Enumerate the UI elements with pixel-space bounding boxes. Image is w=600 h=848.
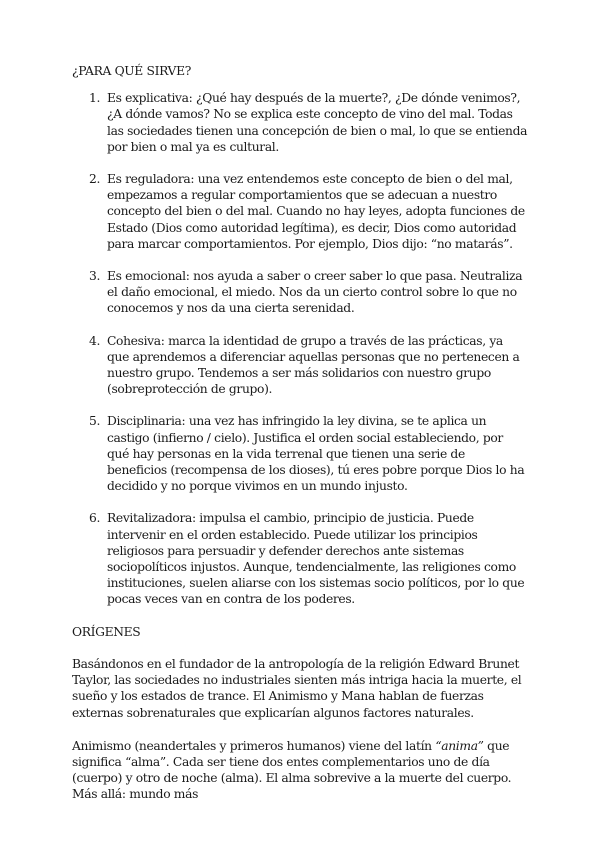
paragraph-text-after: que significa “alma”. Cada ser tiene dos entes complementarios uno de día (cuerpo) y otro de noche (alma). El alma sobrevive a la muerte del cuerpo. Más allá: mundo más: [72, 738, 512, 802]
list-item: [72, 333, 528, 398]
list-item-text: Es emocional: nos ayuda a saber o creer saber lo que pasa. Neutraliza el daño emocional, el miedo. Nos da un cierto control sobre lo que no conocemos y nos da una cierta serenidad.: [107, 269, 523, 316]
list-item-text: Revitalizadora: impulsa el cambio, principio de justicia. Puede intervenir en el orden establecido. Puede utilizar los principios religiosos para persuadir y defender derechos ante sistemas sociopolíticos injustos. Aunque, tendencialmente, las religiones como instituciones, suelen aliarse con los sistemas socio políticos, por lo que pocas veces van en contra de los poderes.: [107, 511, 525, 607]
list-item: [72, 90, 528, 155]
list-item-text: Es explicativa: ¿Qué hay después de la muerte?, ¿De dónde venimos?, ¿A dónde vamos? No se explica este concepto de vino del mal. Todas las sociedades tienen una concepción de bien o mal, lo que se entienda por bien o mal ya es cultural.: [107, 91, 528, 154]
list-number: 6.: [89, 511, 101, 526]
list-item: [72, 413, 528, 494]
paragraph-taylor: Basándonos en el fundador de la antropología de la religión Edward Brunet Taylor, las sociedades no industriales sienten más intriga hacia la muerte, el sueño y los estados de trance. El Animismo y Mana hablan de fuerzas externas sobrenaturales que explicarían algunos factores naturales.: [72, 656, 522, 720]
list-number: 1.: [89, 91, 101, 106]
list-item: [72, 171, 528, 252]
list-number: 2.: [89, 172, 101, 187]
list-item: [72, 268, 528, 317]
paragraph-animismo: [72, 738, 528, 803]
functions-list: [72, 90, 528, 607]
paragraph-text-before: Animismo (neandertales y primeros humanos) viene del latín: [72, 738, 436, 753]
list-item-text: Es reguladora: una vez entendemos este concepto de bien o del mal, empezamos a regular comportamientos que se adecuan a nuestro concepto del bien o del mal. Cuando no hay leyes, adopta funciones de Estado (Dios como autoridad legítima), es decir, Dios como autoridad para marcar comportamientos. Por ejemplo, Dios dijo: “no matarás”.: [107, 172, 525, 251]
list-number: 3.: [89, 269, 101, 284]
latin-term-anima: “anima”: [435, 738, 484, 753]
list-number: 5.: [89, 414, 101, 429]
list-number: 4.: [89, 333, 101, 348]
list-item: [72, 510, 528, 607]
section-heading-para-que-sirve: ¿PARA QUÉ SIRVE?: [72, 64, 191, 78]
section-heading-origenes: ORÍGENES: [72, 624, 141, 639]
list-item-text: Disciplinaria: una vez has infringido la ley divina, se te aplica un castigo (infierno / cielo). Justifica el orden social estableciendo, por qué hay personas en la vida terrenal que tienen una serie de beneficios (recompensa de los dioses), tú eres pobre porque Dios lo ha decidido y no porque vivimos en un mundo injusto.: [107, 414, 525, 494]
list-item-text: Cohesiva: marca la identidad de grupo a través de las prácticas, ya que aprendemos a diferenciar aquellas personas que no pertenecen a nuestro grupo. Tendemos a ser más solidarios con nuestro grupo (sobreprotección de grupo).: [107, 333, 520, 397]
